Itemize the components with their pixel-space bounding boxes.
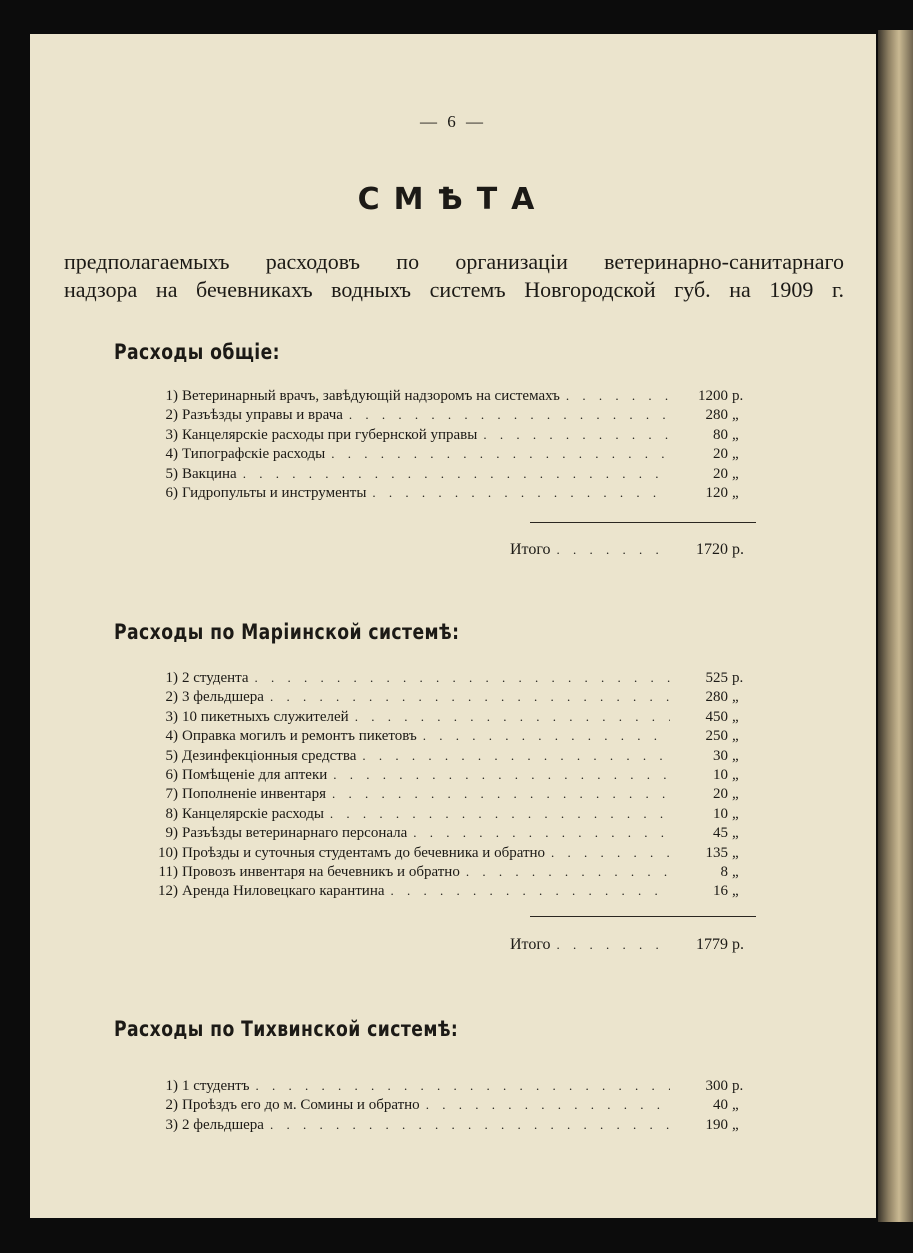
item-label: Дезинфекціонныя средства bbox=[182, 747, 357, 764]
list-item bbox=[138, 1095, 758, 1114]
list-item bbox=[138, 1076, 758, 1095]
list-item bbox=[138, 687, 758, 706]
item-amount: 8 bbox=[720, 863, 728, 880]
item-unit: „ bbox=[732, 825, 739, 842]
item-amount: 250 bbox=[705, 728, 728, 745]
dot-leader bbox=[332, 784, 670, 803]
list-item bbox=[138, 784, 758, 803]
item-number: 7) bbox=[165, 786, 178, 803]
item-amount: 1200 bbox=[698, 388, 728, 404]
item-amount: 30 bbox=[713, 747, 728, 764]
dot-leader bbox=[413, 823, 670, 842]
list-item bbox=[138, 405, 758, 424]
dot-leader bbox=[255, 668, 670, 687]
list-item bbox=[138, 804, 758, 823]
item-label: 2 студента bbox=[182, 670, 249, 686]
item-number: 2) bbox=[165, 407, 178, 424]
dot-leader bbox=[566, 386, 670, 405]
item-number: 5) bbox=[165, 465, 178, 482]
item-number: 1) bbox=[165, 1078, 178, 1094]
item-number: 9) bbox=[165, 825, 178, 842]
item-label: Ветеринарный врачъ, завѣдующій надзоромъ на системахъ bbox=[182, 388, 560, 404]
item-amount: 20 bbox=[713, 465, 728, 482]
item-amount: 280 bbox=[705, 689, 728, 706]
page-number: — 6 — bbox=[420, 112, 486, 131]
dot-leader bbox=[557, 935, 671, 954]
item-label: 3 фельдшера bbox=[182, 689, 264, 706]
dot-leader bbox=[349, 405, 670, 424]
dot-leader bbox=[423, 726, 670, 745]
item-unit: „ bbox=[732, 689, 739, 706]
item-label: Канцелярскіе расходы при губернской управы bbox=[182, 426, 478, 443]
list-item bbox=[138, 862, 758, 881]
item-label: Разъѣзды управы и врача bbox=[182, 407, 343, 424]
item-amount: 450 bbox=[705, 708, 728, 725]
item-unit: „ bbox=[732, 863, 739, 880]
item-label: Проѣзды и суточныя студентамъ до бечевника и обратно bbox=[182, 844, 546, 861]
list-item bbox=[138, 464, 758, 483]
list-item bbox=[138, 483, 758, 502]
dot-leader bbox=[362, 746, 670, 765]
list-item bbox=[138, 668, 758, 687]
total-label: Итого bbox=[510, 936, 551, 953]
item-amount: 45 bbox=[713, 825, 728, 842]
item-number: 5) bbox=[165, 747, 178, 764]
total-unit: р. bbox=[732, 541, 744, 558]
item-number: 4) bbox=[165, 728, 178, 745]
item-unit: „ bbox=[732, 747, 739, 764]
item-label: Оправка могилъ и ремонтъ пикетовъ bbox=[182, 728, 417, 745]
item-unit: „ bbox=[732, 708, 739, 725]
item-unit: р. bbox=[732, 388, 744, 404]
dot-leader bbox=[483, 425, 670, 444]
list-item bbox=[138, 425, 758, 444]
item-unit: „ bbox=[732, 805, 739, 822]
item-label: Разъѣзды ветеринарнаго персонала bbox=[182, 825, 408, 842]
item-unit: „ bbox=[732, 465, 739, 482]
item-label: 10 пикетныхъ служителей bbox=[182, 708, 349, 725]
item-unit: „ bbox=[732, 407, 739, 424]
item-amount: 10 bbox=[713, 766, 728, 783]
item-label: Типографскіе расходы bbox=[182, 446, 326, 463]
item-unit: „ bbox=[732, 1097, 739, 1114]
item-unit: „ bbox=[732, 883, 739, 900]
section-heading-general: Расходы общіе: bbox=[114, 340, 280, 364]
list-item bbox=[138, 707, 758, 726]
items-list-general bbox=[138, 386, 758, 502]
total-unit: р. bbox=[732, 936, 744, 953]
item-number: 12) bbox=[158, 883, 178, 900]
item-unit: „ bbox=[732, 728, 739, 745]
item-unit: „ bbox=[732, 426, 739, 443]
item-amount: 16 bbox=[713, 883, 728, 900]
dot-leader bbox=[551, 843, 670, 862]
document-subtitle-line-1: предполагаемыхъ расходовъ по организаціи ветеринарно-санитарнаго bbox=[64, 249, 844, 274]
item-number: 6) bbox=[165, 484, 178, 501]
item-number: 3) bbox=[165, 426, 178, 443]
list-item bbox=[138, 843, 758, 862]
item-label: Канцелярскіе расходы bbox=[182, 805, 324, 822]
items-list-tikhvin bbox=[138, 1076, 758, 1134]
item-label: Проѣздъ его до м. Сомины и обратно bbox=[182, 1097, 420, 1114]
section-heading-tikhvin: Расходы по Тихвинской системѣ: bbox=[114, 1017, 459, 1041]
item-amount: 40 bbox=[713, 1097, 728, 1114]
dot-leader bbox=[270, 687, 670, 706]
item-number: 8) bbox=[165, 805, 178, 822]
item-unit: „ bbox=[732, 844, 739, 861]
item-amount: 80 bbox=[713, 426, 728, 443]
item-label: Гидропульты и инструменты bbox=[182, 484, 367, 501]
list-item bbox=[138, 746, 758, 765]
list-item bbox=[138, 444, 758, 463]
item-number: 4) bbox=[165, 446, 178, 463]
item-number: 3) bbox=[165, 1116, 178, 1133]
document-title: СМѢТА bbox=[357, 182, 549, 217]
item-unit: „ bbox=[732, 446, 739, 463]
total-amount: 1779 bbox=[696, 936, 728, 953]
total-divider bbox=[530, 522, 756, 523]
dot-leader bbox=[255, 1076, 670, 1095]
list-item bbox=[138, 726, 758, 745]
section-heading-mariinsk: Расходы по Маріинской системѣ: bbox=[114, 620, 460, 644]
item-unit: „ bbox=[732, 766, 739, 783]
item-unit: р. bbox=[732, 1078, 744, 1094]
item-unit: „ bbox=[732, 1116, 739, 1133]
item-amount: 300 bbox=[705, 1078, 728, 1094]
item-label: Провозъ инвентаря на бечевникъ и обратно bbox=[182, 863, 460, 880]
item-label: Аренда Ниловецкаго карантина bbox=[182, 883, 385, 900]
item-amount: 10 bbox=[713, 805, 728, 822]
list-item bbox=[138, 386, 758, 405]
dot-leader bbox=[426, 1095, 670, 1114]
total-amount: 1720 bbox=[696, 541, 728, 558]
dot-leader bbox=[355, 707, 670, 726]
list-item bbox=[138, 765, 758, 784]
book-page-edge bbox=[878, 30, 913, 1222]
item-amount: 525 bbox=[705, 670, 728, 686]
document-page bbox=[30, 34, 876, 1218]
item-unit: „ bbox=[732, 786, 739, 803]
dot-leader bbox=[466, 862, 670, 881]
dot-leader bbox=[391, 881, 671, 900]
dot-leader bbox=[557, 540, 671, 559]
item-number: 1) bbox=[165, 388, 178, 404]
dot-leader bbox=[330, 804, 670, 823]
total-row-mariinsk bbox=[510, 935, 758, 954]
item-label: Помѣщеніе для аптеки bbox=[182, 766, 328, 783]
dot-leader bbox=[243, 464, 670, 483]
items-list-mariinsk bbox=[138, 668, 758, 901]
item-amount: 135 bbox=[705, 844, 728, 861]
item-number: 3) bbox=[165, 708, 178, 725]
list-item bbox=[138, 1115, 758, 1134]
item-number: 6) bbox=[165, 766, 178, 783]
item-amount: 120 bbox=[705, 484, 728, 501]
item-number: 2) bbox=[165, 689, 178, 706]
total-label: Итого bbox=[510, 541, 551, 558]
item-label: 2 фельдшера bbox=[182, 1116, 264, 1133]
item-label: Вакцина bbox=[182, 465, 237, 482]
dot-leader bbox=[331, 444, 670, 463]
dot-leader bbox=[333, 765, 670, 784]
item-unit: р. bbox=[732, 670, 744, 686]
total-row-general bbox=[510, 540, 758, 559]
dot-leader bbox=[372, 483, 670, 502]
item-amount: 20 bbox=[713, 446, 728, 463]
item-number: 1) bbox=[165, 670, 178, 686]
item-number: 2) bbox=[165, 1097, 178, 1114]
total-divider bbox=[530, 916, 756, 917]
item-label: 1 студентъ bbox=[182, 1078, 250, 1094]
dot-leader bbox=[270, 1115, 670, 1134]
list-item bbox=[138, 881, 758, 900]
item-number: 10) bbox=[158, 844, 178, 861]
list-item bbox=[138, 823, 758, 842]
document-subtitle-line-2: надзора на бечевникахъ водныхъ системъ Новгородской губ. на 1909 г. bbox=[64, 277, 844, 302]
item-number: 11) bbox=[158, 863, 178, 880]
item-amount: 280 bbox=[705, 407, 728, 424]
item-amount: 20 bbox=[713, 786, 728, 803]
item-label: Пополненіе инвентаря bbox=[182, 786, 326, 803]
item-amount: 190 bbox=[705, 1116, 728, 1133]
item-unit: „ bbox=[732, 484, 739, 501]
